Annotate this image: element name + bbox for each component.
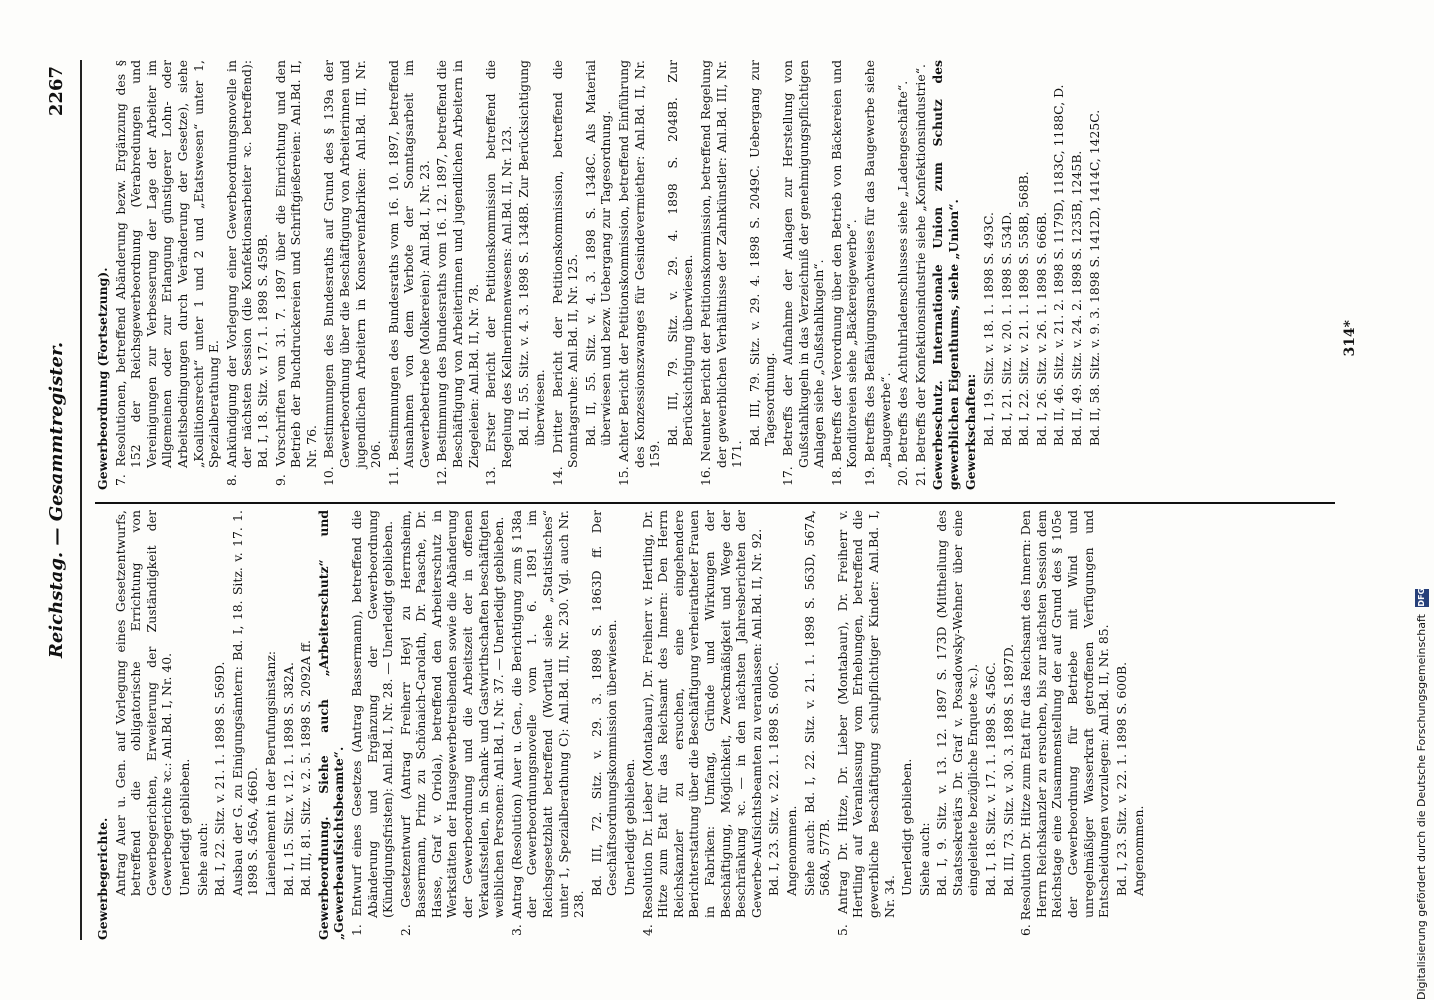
numbered-entry: 12. Bestimmung des Bundesraths vom 16. 12. 1897, betreffend die Beschäftigung von Arbeiterinnen und jugendlichen Arbeitern in Ziegeleien: Anl.Bd. II, Nr. 78. (434, 60, 481, 486)
numbered-entry: 17. Betreffs der Aufnahme der Anlagen zur Herstellung von Gußstahlkugeln in das Verzeichniß der genehmigungspflichtigen Anlagen siehe „Gußstahlkugeln“. (779, 60, 827, 486)
reference-line: Angenommen. (1131, 805, 1147, 896)
reference-line: Bd. III, 72. Sitz. v. 29. 3. 1898 S. 1863D ff. Der Geschäftsordnungskommission überwiesen. (588, 510, 620, 896)
digitization-credit (1412, 0, 1432, 1000)
reference-line: Bd. I, 19. Sitz. v. 18. 1. 1898 S. 493C. (981, 212, 997, 446)
reference-line: Ausbau der G. zu Einigungsämtern: Bd. I, 18. Sitz. v. 17. 1. 1898 S. 456A, 466D. (229, 510, 261, 896)
reference-line: Bd. I, 26. Sitz. v. 26. 1. 1898 S. 666B. (1033, 211, 1049, 446)
reference-line: Bd. I, 23. Sitz. v. 22. 1. 1898 S. 600C. (766, 662, 782, 896)
reference-line: Bd. II, 55. Sitz. v. 4. 3. 1898 S. 1348C. Als Material überwiesen und bezw. Uebergang zur Tagesordnung. (582, 60, 614, 446)
reference-line: Bd. II, 58. Sitz. v. 9. 3. 1898 S. 1412D, 1414C, 1425C. (1086, 109, 1102, 446)
reference-line: Bd. II, 49. Sitz. v. 24. 2. 1898 S. 1235B, 1245B. (1069, 150, 1085, 446)
section-heading: Gewerbeordnung (Fortsetzung). (95, 267, 110, 490)
page-footer (1340, 60, 1370, 940)
numbered-entry: 11. Bestimmungen des Bundesraths vom 16. 10. 1897, betreffend Ausnahmen von dem Verbote der Sonntagsarbeit im Gewerbebetriebe (Molkereien): Anl.Bd. I, Nr. 23. (385, 60, 432, 486)
numbered-entry: 1. Entwurf eines Gesetzes (Antrag Bassermann), betreffend die Abänderung und Ergänzung der Gewerbeordnung (Kündigungsfristen): Anl.Bd. I, Nr. 28. — Unerledigt geblieben. (348, 510, 396, 936)
dfg-logo-icon: DFG (1415, 589, 1429, 607)
sheet-mark: 314* (1342, 320, 1358, 357)
reference-line: Bd. II, 46. Sitz. v. 21. 2. 1898 S. 1179D, 1183C, 1188C, D. (1051, 84, 1067, 446)
numbered-entry: 5. Antrag Dr. Hitze, Dr. Lieber (Montabaur), Dr. Freiherr v. Hertling auf Veranlassung vom Erhebungen, betreffend die gewerbliche Beschäftigung schulpflichtiger Kinder: Anl.Bd. I, Nr. 34. (834, 510, 897, 936)
numbered-entry: 10. Bestimmungen des Bundesraths auf Grund des § 139a der Gewerbeordnung über die Beschäftigung von Arbeiterinnen und jugendlichen Arbeitern in Konservenfabriken: Anl.Bd. III, Nr. 206. (321, 60, 384, 486)
numbered-entry: 21. Betreffs der Konfektionsindustrie siehe „Konfektionsindustrie“. (912, 64, 928, 486)
reference-line: Bd. I, 22. Sitz. v. 21. 1. 1898 S. 558B, 568B. (1016, 171, 1032, 446)
reference-line: Siehe auch: (916, 822, 932, 896)
reference-line: Bd. I, 9. Sitz. v. 13. 12. 1897 S. 173D (Mittheilung des Staatssekretärs Dr. Graf v. Posadowsky-Wehner über eine eingeleitete bezügliche Enquete ꝛc.). (934, 510, 981, 896)
reference-line: Unerledigt geblieben. (899, 758, 915, 896)
credit-text: Digitalisierung gefördert durch die Deutsche Forschungsgemeinschaft (1415, 614, 1428, 1000)
reference-line: Bd. I, 21. Sitz. v. 20. 1. 1898 S. 534D. (998, 211, 1014, 446)
page-number: 2267 (46, 66, 67, 117)
reference-line: Siehe auch: Bd. I, 22. Sitz. v. 21. 1. 1898 S. 563D, 567A, 568A, 577B. (801, 510, 833, 896)
numbered-entry: 3. Antrag (Resolution) Auer u. Gen., die Berichtigung zum § 138a der Gewerbeordnungsnovelle vom 1. 6. 1891 im Reichsgesetzblatt betreffend (Wortlaut siehe „Statistisches“ unter 1, Spezialberathung C): Anl.Bd. III, Nr. 230. Vgl. auch Nr. 238. (508, 510, 587, 936)
reference-line: Bd. I, 23. Sitz. v. 22. 1. 1898 S. 600B. (1113, 661, 1129, 896)
page-header (40, 60, 82, 940)
reference-line: Unerledigt geblieben. (176, 758, 192, 896)
numbered-entry: 20. Betreffs des Achtuhrladenschlusses siehe „Ladengeschäfte“. (895, 80, 911, 486)
reference-line: Bd. I, 15. Sitz. v. 12. 1. 1898 S. 382A. (280, 662, 296, 896)
reference-line: Siehe auch: (194, 822, 210, 896)
reference-line: Bd. III, 81. Sitz. v. 2. 5. 1898 S. 2092A ff. (298, 640, 314, 896)
numbered-entry: 8. Ankündigung der Vorlegung einer Gewerbeordnungsnovelle in der nächsten Session (die Konfektionsarbeiter ꝛc. betreffend): Bd. I, 18. Sitz. v. 17. 1. 1898 S. 459B. (223, 60, 270, 486)
section-heading: Gewerbegerichte. (95, 817, 110, 940)
numbered-entry: 15. Achter Bericht der Petitionskommission, betreffend Einführung des Konzessionszwanges für Gesindevermiether: Anl.Bd. II, Nr. 159. (616, 60, 663, 486)
reference-line: Bd. I, 18. Sitz. v. 17. 1. 1898 S. 456C. (983, 662, 999, 896)
reference-line: Bd. III, 79. Sitz. v. 29. 4. 1898 S. 2049C. Uebergang zur Tagesordnung. (746, 60, 778, 446)
section-heading: Gewerkschaften: (963, 373, 979, 490)
numbered-entry: 9. Vorschriften vom 31. 7. 1897 über die Einrichtung und den Betrieb der Buchdruckereien und Schriftgießereien: Anl.Bd. II, Nr. 76. (272, 60, 319, 486)
numbered-entry: 18. Betreffs der Verordnung über den Betrieb von Bäckereien und Konditoreien siehe „Bäckereigewerbe“. (828, 60, 860, 486)
reference-line: Antrag Auer u. Gen. auf Vorlegung eines Gesetzentwurfs, betreffend die obligatorische Errichtung von Gewerbegerichten, Erweiterung der Zuständigkeit der Gewerbegerichte ꝛc.: Anl.Bd. I, Nr. 40. (112, 510, 175, 896)
section-heading: Gewerbeordnung. Siehe auch „Arbeiterschutz“ und „Gewerbeaufsichtsbeamte“. (315, 510, 347, 940)
numbered-entry: 7. Resolutionen, betreffend Abänderung bezw. Ergänzung des § 152 der Reichsgewerbeordnung (Verabredungen und Vereinigungen zur Verbesserung der Lage der Arbeiter im Allgemeinen oder zur Erlangung günstigerer Lohn- oder Arbeitsbedingungen durch Veränderung der Gesetze), siehe „Koalitionsrecht“ unter 1 und 2 und „Etatswesen“ unter 1, Spezialberathung E. (112, 60, 222, 486)
left-column (95, 510, 1335, 940)
reference-line: Bd. I, 22. Sitz. v. 21. 1. 1898 S. 569D. (212, 661, 228, 896)
right-column (95, 60, 1335, 490)
reference-line: Bd. III, 73. Sitz. v. 30. 3. 1898 S. 1897D. (1000, 643, 1016, 896)
reference-line: Bd. II, 55. Sitz. v. 4. 3. 1898 S. 1348B. Zur Berücksichtigung überwiesen. (516, 60, 548, 446)
running-title: Reichstag. — Gesammtregister. (46, 341, 67, 659)
numbered-entry: 4. Resolution Dr. Lieber (Montabaur), Dr. Freiherr v. Hertling, Dr. Hitze zum Etat für das Reichsamt des Innern: Den Herrn Reichskanzler zu ersuchen, eine eingehendere Berichterstattung über die Beschäftigung verheiratheter Frauen in Fabriken: Umfang, Gründe und Wirkungen der Beschäftigung, Möglichkeit, Zweckmäßigkeit und Wege der Beschränkung ꝛc. — in den nächsten Jahresberichten der Gewerbe-Aufsichtsbeamten zu veranlassen: Anl.Bd. II, Nr. 92. (639, 510, 764, 936)
numbered-entry: 19. Betreffs des Befähigungsnachweises für das Baugewerbe siehe „Baugewerbe“. (861, 60, 893, 486)
reference-line: Angenommen. (783, 805, 799, 896)
numbered-entry: 16. Neunter Bericht der Petitionskommission, betreffend Regelung der gewerblichen Verhältnisse der Zahnkünstler: Anl.Bd. III, Nr. 171. (697, 60, 745, 486)
numbered-entry: 14. Dritter Bericht der Petitionskommission, betreffend die Sonntagsruhe: Anl.Bd. II, Nr. 125. (549, 60, 581, 486)
reference-line: Unerledigt geblieben. (622, 758, 637, 896)
reference-line: Bd. III, 79. Sitz. v. 29. 4. 1898 S. 2048B. Zur Berücksichtigung überwiesen. (664, 60, 696, 446)
reference-line: Laienelement in der Berufungsinstanz: (262, 650, 278, 896)
column-divider (95, 502, 1335, 504)
numbered-entry: 13. Erster Bericht der Petitionskommission betreffend die Regelung des Kellnerinnenwesens: Anl.Bd. II, Nr. 123. (483, 60, 514, 486)
section-heading: Gewerbeschutz. Internationale Union zum Schutz des gewerblichen Eigenthums, siehe „Union“. (930, 60, 961, 490)
numbered-entry: 6. Resolution Dr. Hitze zum Etat für das Reichsamt des Innern: Den Herrn Reichskanzler zu ersuchen, bis zur nächsten Session dem Reichstage eine Zusammenstellung der auf Grund des § 105e der Gewerbeordnung für Betriebe mit Wind und unregelmäßiger Wasserkraft getroffenen Verfügungen und Entscheidungen vorzulegen: Anl.Bd. II, Nr. 85. (1018, 510, 1112, 936)
numbered-entry: 2. Gesetzentwurf (Antrag Freiherr Heyl zu Herrnsheim, Bassermann, Prinz zu Schönaich-Carolath, Dr. Paasche, Dr. Hasse, Graf v. Oriola), betreffend den Arbeiterschutz in Werkstätten der Hausgewerbetreibenden sowie die Abänderung der Gewerbeordnung und die Arbeitszeit der in offenen Verkaufsstellen, in Schank- und Gastwirthschaften beschäftigten weiblichen Personen: Anl.Bd. I, Nr. 37. — Unerledigt geblieben. (397, 510, 507, 936)
